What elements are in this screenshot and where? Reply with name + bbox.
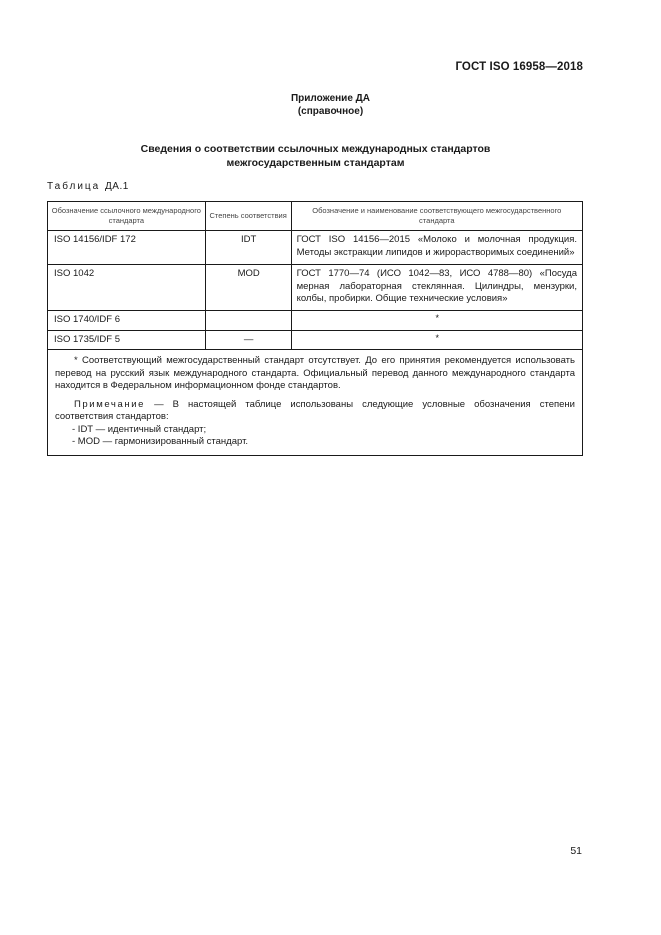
cell-degree: — bbox=[205, 330, 291, 350]
header-national-standard: Обозначение и наименование соответствующего межгосударственного стандарта bbox=[291, 202, 582, 231]
table-row bbox=[48, 311, 583, 331]
table-caption-word: Таблица bbox=[47, 181, 101, 192]
cell-national: * bbox=[291, 330, 582, 350]
appendix-subtitle: (справочное) bbox=[297, 106, 364, 117]
table-row bbox=[48, 265, 583, 311]
note-item-idt: - IDT — идентичный стандарт; bbox=[72, 423, 207, 435]
appendix-title: Приложение ДА bbox=[290, 93, 371, 104]
cell-reference: ISO 14156/IDF 172 bbox=[48, 231, 206, 265]
correspondence-table bbox=[47, 201, 583, 456]
note-text: — В настоящей таблице использованы следующие условные обозначения степени соответствия стандартов: bbox=[55, 398, 575, 422]
table-row bbox=[48, 330, 583, 350]
section-title-line-2: межгосударственным стандартам bbox=[226, 157, 405, 169]
cell-reference: ISO 1042 bbox=[48, 265, 206, 311]
header-degree: Степень соответствия bbox=[205, 202, 291, 231]
note-paragraph bbox=[55, 399, 575, 424]
cell-degree: IDT bbox=[205, 231, 291, 265]
note-label: Примечание bbox=[74, 398, 145, 410]
header-reference-standard: Обозначение ссылочного международного стандарта bbox=[48, 202, 206, 231]
cell-reference: ISO 1735/IDF 5 bbox=[48, 330, 206, 350]
table-caption-number: ДА.1 bbox=[105, 181, 129, 192]
cell-degree: MOD bbox=[205, 265, 291, 311]
section-title-line-1: Сведения о соответствии ссылочных международных стандартов bbox=[140, 143, 491, 155]
page-number: 51 bbox=[570, 845, 582, 857]
section-title bbox=[0, 142, 631, 170]
appendix-heading bbox=[0, 92, 661, 118]
note-item-mod: - MOD — гармонизированный стандарт. bbox=[72, 436, 249, 447]
table-footnote-row bbox=[48, 350, 583, 456]
document-code: ГОСТ ISO 16958—2018 bbox=[455, 61, 583, 73]
table-footnote-cell bbox=[48, 350, 583, 456]
cell-reference: ISO 1740/IDF 6 bbox=[48, 311, 206, 331]
cell-degree bbox=[205, 311, 291, 331]
cell-national: ГОСТ ISO 14156—2015 «Молоко и молочная продукция. Методы экстракции липидов и жирорастворимых соединений» bbox=[291, 231, 582, 265]
table-row bbox=[48, 231, 583, 265]
footnote-text: * Соответствующий межгосударственный стандарт отсутствует. До его принятия рекомендуется использовать перевод на русский язык международного стандарта. Официальный перевод данного международного стандарта находится в Федеральном информационном фонде стандартов. bbox=[55, 355, 575, 391]
table-caption bbox=[47, 181, 129, 192]
cell-national: ГОСТ 1770—74 (ИСО 1042—83, ИСО 4788—80) «Посуда мерная лабораторная стеклянная. Цилиндры, мензурки, колбы, пробирки. Общие технические условия» bbox=[291, 265, 582, 311]
cell-national: * bbox=[291, 311, 582, 331]
table-header-row bbox=[48, 202, 583, 231]
